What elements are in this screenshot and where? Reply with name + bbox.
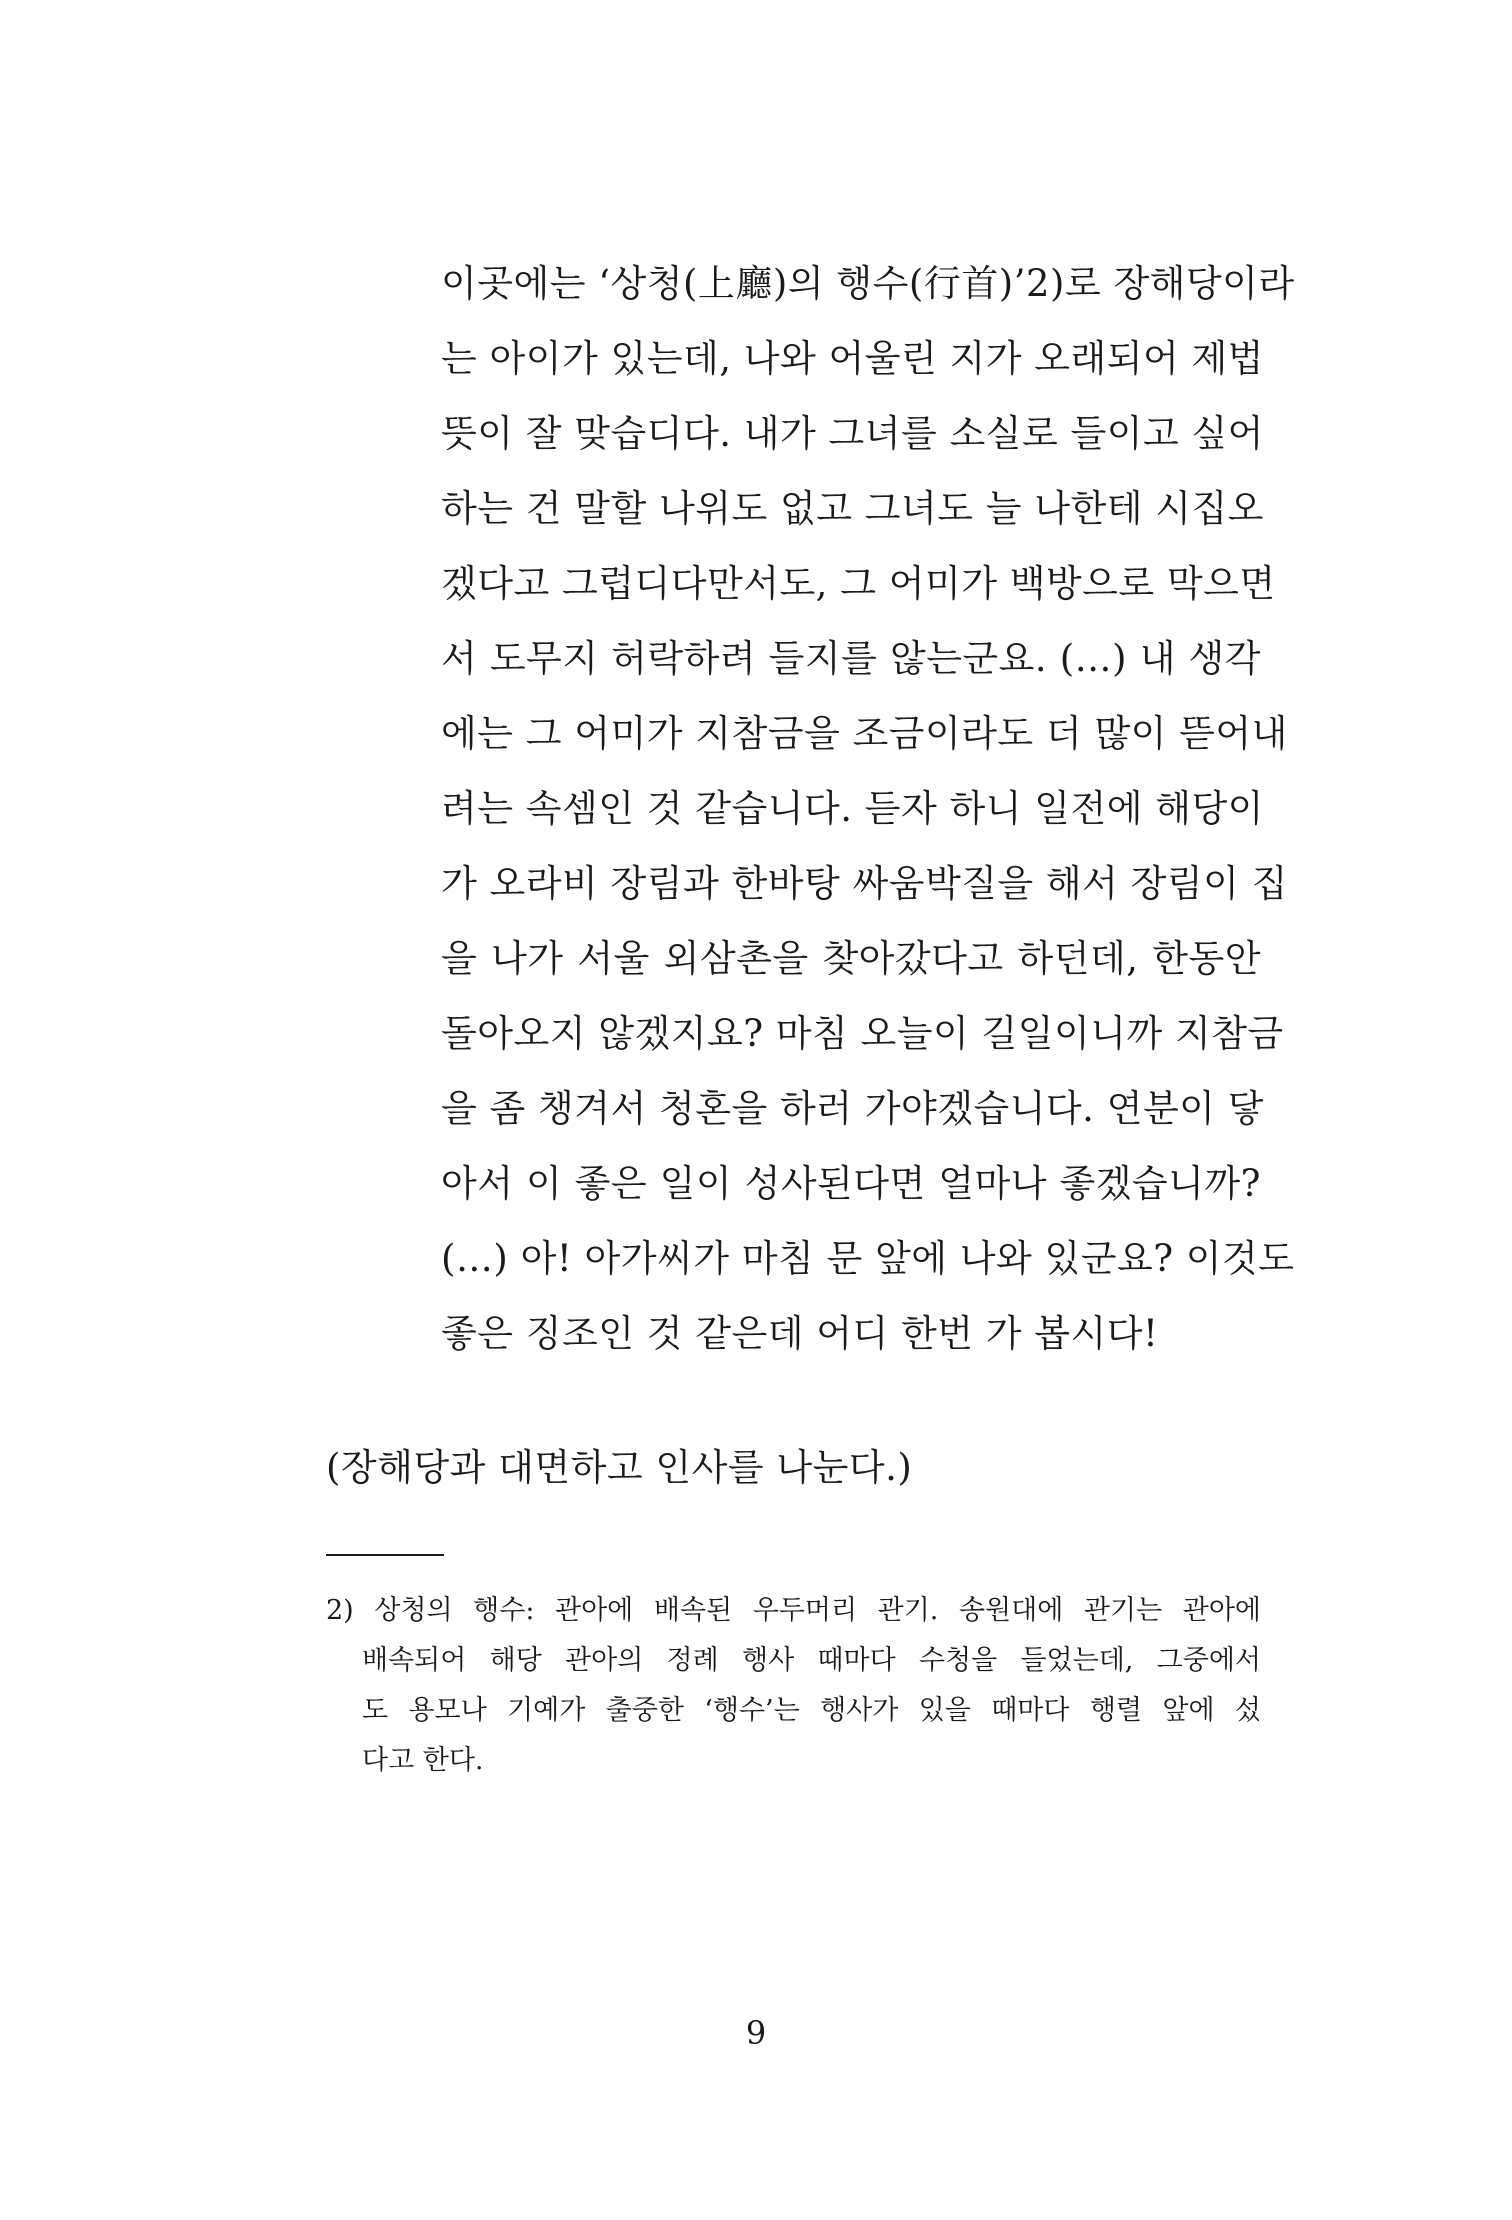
- paragraph-line: 좋은 징조인 것 같은데 어디 한번 가 봅시다!: [441, 1312, 1159, 1355]
- paragraph-line: 뜻이 잘 맞습디다. 내가 그녀를 소실로 들이고 싶어: [441, 412, 1264, 455]
- paragraph-line: (…) 아! 아가씨가 마침 문 앞에 나와 있군요? 이것도: [441, 1237, 1295, 1280]
- stage-direction: (장해당과 대면하고 인사를 나눈다.): [326, 1446, 913, 1489]
- paragraph-line: 아서 이 좋은 일이 성사된다면 얼마나 좋겠습니까?: [441, 1162, 1261, 1205]
- paragraph-line: 돌아오지 않겠지요? 마침 오늘이 길일이니까 지참금: [441, 1012, 1284, 1055]
- paragraph-line: 이곳에는 ‘상청(上廳)의 행수(行首)’2)로 장해당이라: [441, 262, 1295, 305]
- dialogue-paragraph: [441, 246, 1295, 1371]
- paragraph-line: 가 오라비 장림과 한바탕 싸움박질을 해서 장림이 집: [441, 862, 1288, 905]
- paragraph-line: 을 좀 챙겨서 청혼을 하러 가야겠습니다. 연분이 닿: [441, 1087, 1264, 1130]
- footnote-divider: [326, 1554, 444, 1556]
- paragraph-line: 서 도무지 허락하려 들지를 않는군요. (…) 내 생각: [441, 637, 1261, 680]
- paragraph-line: 는 아이가 있는데, 나와 어울린 지가 오래되어 제법: [441, 337, 1264, 380]
- paragraph-line: 을 나가 서울 외삼촌을 찾아갔다고 하던데, 한동안: [441, 937, 1261, 980]
- paragraph-line: 에는 그 어미가 지참금을 조금이라도 더 많이 뜯어내: [441, 712, 1288, 755]
- footnote-line: 도 용모나 기예가 출중한 ‘행수’는 행사가 있을 때마다 행렬 앞에 섰: [362, 1695, 1261, 1726]
- footnote-line: 배속되어 해당 관아의 정례 행사 때마다 수청을 들었는데, 그중에서: [362, 1645, 1261, 1676]
- paragraph-line: 하는 건 말할 나위도 없고 그녀도 늘 나한테 시집오: [441, 487, 1264, 530]
- paragraph-line: 려는 속셈인 것 같습니다. 듣자 하니 일전에 해당이: [441, 787, 1264, 830]
- page-number: 9: [745, 2014, 767, 2052]
- footnote-line: 다고 한다.: [362, 1745, 484, 1776]
- paragraph-line: 겠다고 그럽디다만서도, 그 어미가 백방으로 막으면: [441, 562, 1276, 605]
- footnote-2: [326, 1586, 1261, 1786]
- footnote-line: 2) 상청의 행수: 관아에 배속된 우두머리 관기. 송원대에 관기는 관아에: [326, 1595, 1261, 1626]
